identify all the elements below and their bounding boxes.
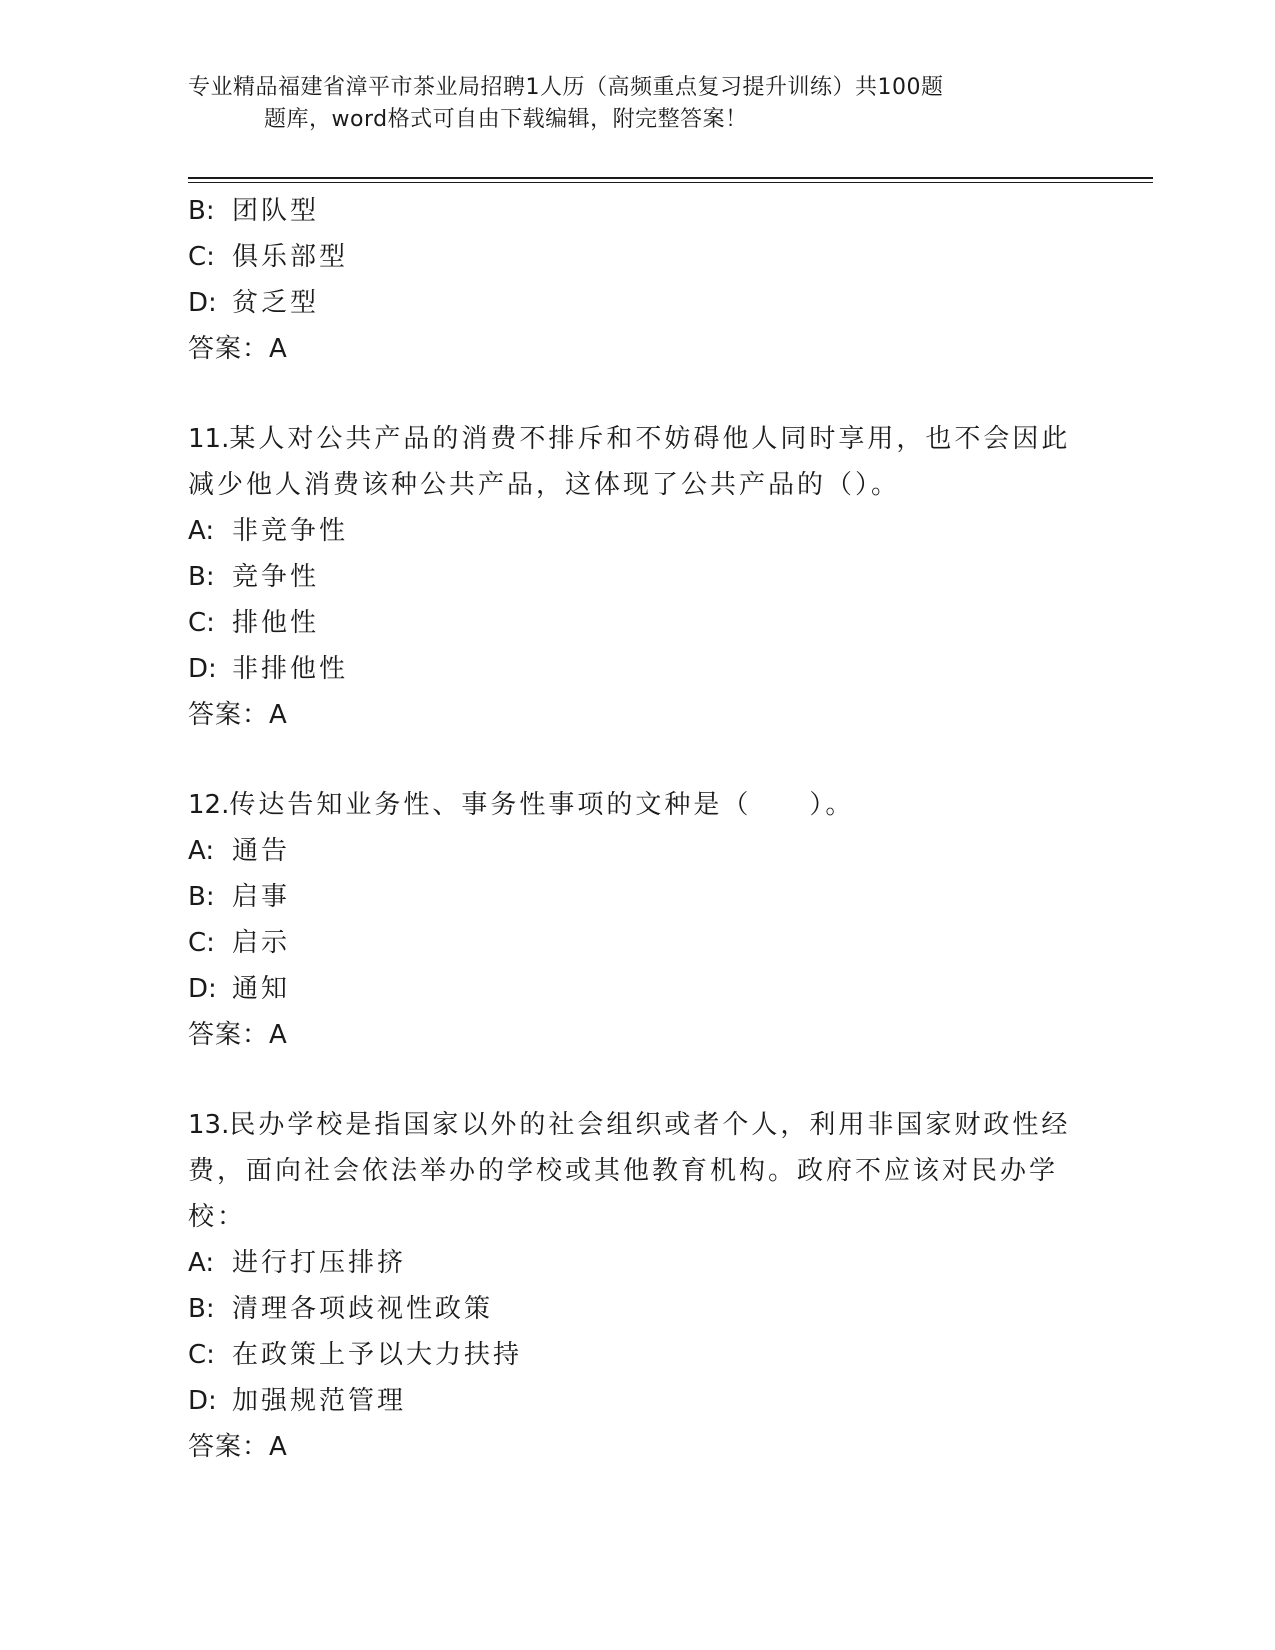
option-c: C: 排他性 (188, 608, 320, 638)
question-number: 13. (188, 1110, 230, 1140)
question-number: 11. (188, 424, 230, 454)
option-b: B: 清理各项歧视性政策 (188, 1294, 494, 1324)
question-text: 11.某人对公共产品的消费不排斥和不妨碍他人同时享用，也不会因此 减少他人消费该种公共产品，这体现了公共产品的（）。 (188, 424, 1071, 500)
question-12 (188, 782, 1088, 1058)
header-divider-thin (188, 182, 1153, 183)
question-10-partial (188, 188, 1088, 372)
answer-line: 答案：A (188, 1020, 288, 1050)
answer-line: 答案：A (188, 1432, 288, 1462)
question-content (188, 188, 1088, 1470)
option-c: C: 俱乐部型 (188, 242, 349, 272)
question-number: 12. (188, 790, 230, 820)
question-text: 13.民办学校是指国家以外的社会组织或者个人，利用非国家财政性经 费，面向社会依法举办的学校或其他教育机构。政府不应该对民办学 校： (188, 1110, 1071, 1232)
option-d: D: 通知 (188, 974, 291, 1004)
question-11 (188, 416, 1088, 738)
option-b: B: 启事 (188, 882, 291, 912)
option-a: A: 进行打压排挤 (188, 1248, 407, 1278)
option-d: D: 贫乏型 (188, 288, 320, 318)
question-13 (188, 1102, 1088, 1470)
answer-line: 答案：A (188, 334, 288, 364)
option-d: D: 非排他性 (188, 654, 349, 684)
header-title-line2: 题库，word格式可自由下载编辑，附完整答案！ (264, 107, 748, 132)
option-b: B: 竞争性 (188, 562, 320, 592)
answer-line: 答案：A (188, 700, 288, 730)
option-d: D: 加强规范管理 (188, 1386, 407, 1416)
header-title-line1: 专业精品福建省漳平市茶业局招聘1人历（高频重点复习提升训练）共100题 (188, 75, 944, 100)
document-header (188, 72, 1068, 136)
option-c: C: 启示 (188, 928, 291, 958)
option-b: B: 团队型 (188, 196, 320, 226)
header-divider-thick (188, 177, 1153, 179)
option-a: A: 通告 (188, 836, 291, 866)
question-text: 12.传达告知业务性、事务性事项的文种是（ ）。 (188, 790, 855, 820)
option-a: A: 非竞争性 (188, 516, 349, 546)
option-c: C: 在政策上予以大力扶持 (188, 1340, 523, 1370)
